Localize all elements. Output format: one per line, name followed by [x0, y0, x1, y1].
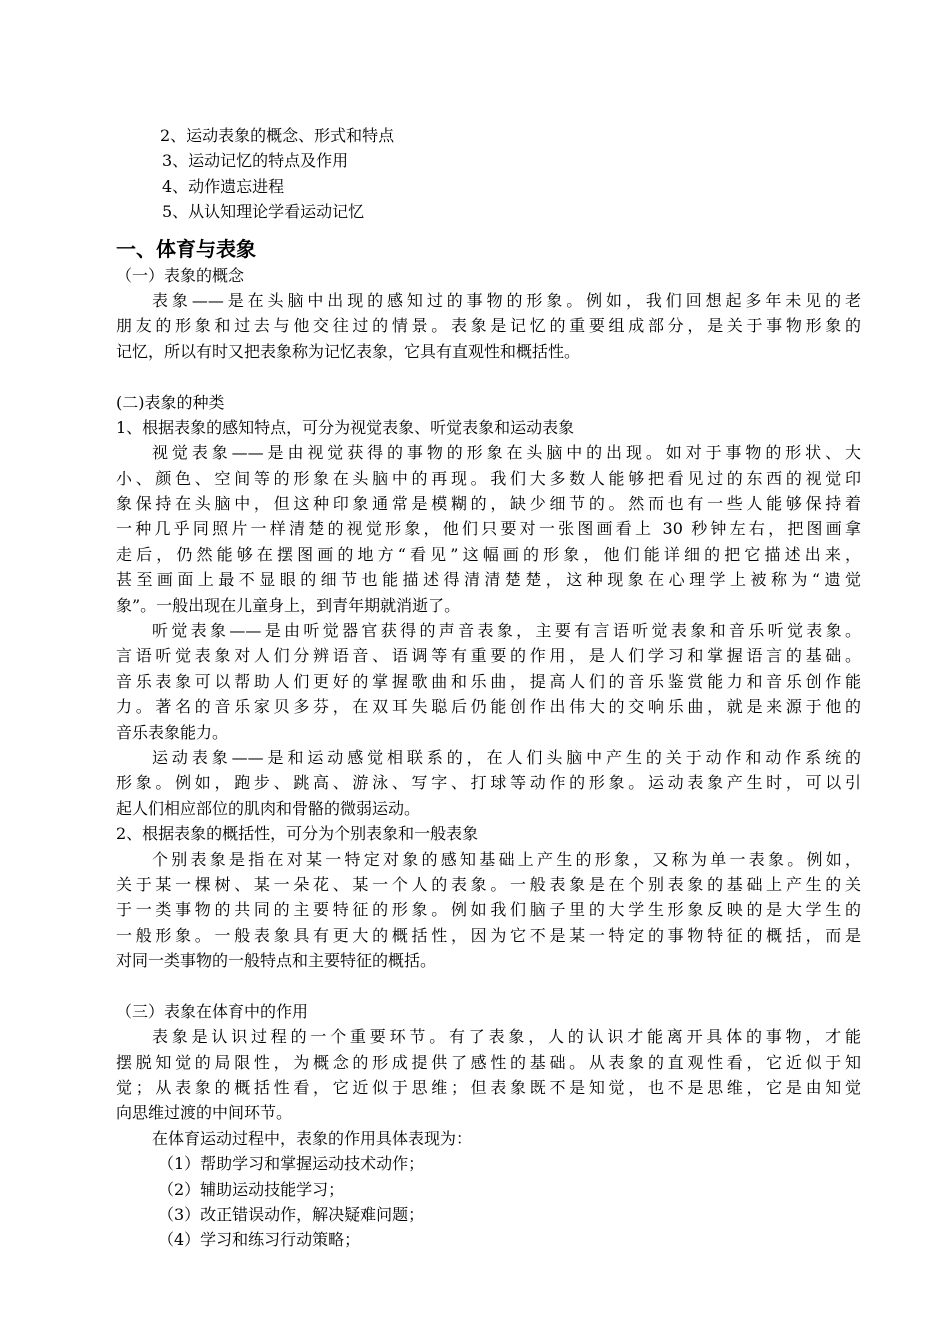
general-paragraph — [116, 847, 861, 974]
paragraph-line: 象保持在头脑中，但这种印象通常是模糊的，缺少细节的。然而也有一些人能够保持着 — [116, 494, 861, 514]
paragraph-line: 表象是认识过程的一个重要环节。有了表象，人的认识才能离开具体的事物，才能 — [152, 1027, 861, 1047]
role-paragraph — [116, 1024, 861, 1126]
paragraph-line: 个别表象是指在对某一特定对象的感知基础上产生的形象，又称为单一表象。例如， — [152, 849, 861, 869]
toc-list — [116, 123, 861, 225]
list-lead: 在体育运动过程中，表象的作用具体表现为： — [152, 1128, 473, 1148]
spacer — [116, 974, 861, 999]
paragraph-line: 起人们相应部位的肌肉和骨骼的微弱运动。 — [116, 798, 421, 818]
list-item: （4）学习和练习行动策略； — [158, 1230, 361, 1250]
list-item: （1）帮助学习和掌握运动技术动作； — [158, 1154, 425, 1174]
visual-paragraph — [116, 440, 861, 618]
paragraph-line: 形象。例如，跑步、跳高、游泳、写字、打球等动作的形象。运动表象产生时，可以引 — [116, 773, 861, 793]
toc-item: 5、从认知理论学看运动记忆 — [162, 202, 365, 222]
concept-paragraph — [116, 288, 861, 364]
paragraph-line: 表象——是在头脑中出现的感知过的事物的形象。例如，我们回想起多年未见的老 — [152, 290, 861, 310]
spacer — [116, 364, 861, 389]
paragraph-line: 音乐表象能力。 — [116, 722, 229, 742]
list-heading-generality: 2、根据表象的概括性，可分为个别表象和一般表象 — [116, 824, 479, 844]
list-item: （3）改正错误动作，解决疑难问题； — [158, 1205, 425, 1225]
toc-item: 2、运动表象的概念、形式和特点 — [160, 126, 395, 145]
paragraph-line: 记忆，所以有时又把表象称为记忆表象，它具有直观性和概括性。 — [116, 341, 581, 361]
toc-item: 3、运动记忆的特点及作用 — [162, 151, 349, 171]
paragraph-line: 象”。一般出现在儿童身上，到青年期就消逝了。 — [116, 595, 461, 615]
section-heading: 一、体育与表象 — [116, 236, 256, 261]
paragraph-line: 于一类事物的共同的主要特征的形象。例如我们脑子里的大学生形象反映的是大学生的 — [116, 900, 861, 920]
paragraph-line: 觉；从表象的概括性看，它近似于思维；但表象既不是知觉，也不是思维，它是由知觉 — [116, 1078, 861, 1098]
motor-paragraph — [116, 745, 861, 821]
auditory-paragraph — [116, 618, 861, 745]
paragraph-line: 听觉表象——是由听觉器官获得的声音表象，主要有言语听觉表象和音乐听觉表象。 — [152, 621, 861, 641]
paragraph-line: 运动表象——是和运动感觉相联系的，在人们头脑中产生的关于动作和动作系统的 — [152, 747, 861, 767]
document-page — [116, 123, 861, 1253]
paragraph-line: 走后，仍然能够在摆图画的地方“看见”这幅画的形象，他们能详细的把它描述出来， — [116, 544, 861, 564]
paragraph-line: 力。著名的音乐家贝多芬，在双耳失聪后仍能创作出伟大的交响乐曲，就是来源于他的 — [116, 697, 861, 717]
paragraph-line: 摆脱知觉的局限性，为概念的形成提供了感性的基础。从表象的直观性看，它近似于知 — [116, 1052, 861, 1072]
paragraph-line: 关于某一棵树、某一朵花、某一个人的表象。一般表象是在个别表象的基础上产生的关 — [116, 874, 861, 894]
paragraph-line: 一般形象。一般表象具有更大的概括性，因为它不是某一特定的事物特征的概括，而是 — [116, 925, 861, 945]
subsection-title-concept: （一）表象的概念 — [116, 265, 245, 285]
paragraph-line: 言语听觉表象对人们分辨语音、语调等有重要的作用，是人们学习和掌握语言的基础。 — [116, 646, 861, 666]
paragraph-line: 甚至画面上最不显眼的细节也能描述得清清楚楚，这种现象在心理学上被称为“遗觉 — [116, 570, 861, 590]
paragraph-line: 小、颜色、空间等的形象在头脑中的再现。我们大多数人能够把看见过的东西的视觉印 — [116, 468, 861, 488]
list-heading-perception: 1、根据表象的感知特点，可分为视觉表象、听觉表象和运动表象 — [116, 417, 575, 437]
paragraph-line: 视觉表象——是由视觉获得的事物的形象在头脑中的出现。如对于事物的形状、大 — [152, 443, 861, 463]
subsection-title-role: （三）表象在体育中的作用 — [116, 1001, 309, 1021]
role-list — [116, 1151, 861, 1253]
toc-item: 4、动作遗忘进程 — [162, 176, 285, 196]
paragraph-line: 一种几乎同照片一样清楚的视觉形象，他们只要对一张图画看上 30 秒钟左右，把图画拿 — [116, 519, 861, 539]
paragraph-line: 音乐表象可以帮助人们更好的掌握歌曲和乐曲，提高人们的音乐鉴赏能力和音乐创作能 — [116, 671, 861, 691]
paragraph-line: 朋友的形象和过去与他交往过的情景。表象是记忆的重要组成部分，是关于事物形象的 — [116, 316, 861, 336]
paragraph-line: 向思维过渡的中间环节。 — [116, 1103, 293, 1123]
list-item: （2）辅助运动技能学习； — [158, 1179, 345, 1199]
subsection-title-types: (二)表象的种类 — [116, 392, 225, 412]
paragraph-line: 对同一类事物的一般特点和主要特征的概括。 — [116, 951, 437, 971]
